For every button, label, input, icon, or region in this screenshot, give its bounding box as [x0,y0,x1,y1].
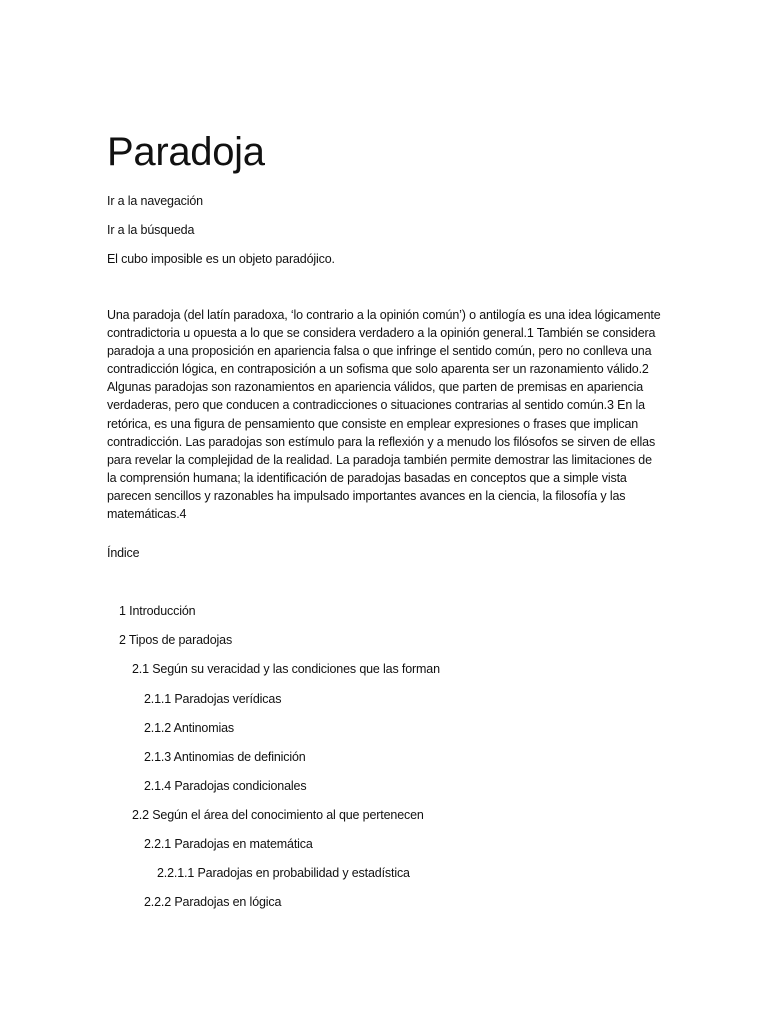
toc-item-tipos-de-paradojas[interactable]: 2 Tipos de paradojas [119,633,233,647]
toc-item-antinomias[interactable]: 2.1.2 Antinomias [144,721,235,735]
toc-item-introduccion[interactable]: 1 Introducción [119,604,196,618]
toc-item-paradojas-veridicas[interactable]: 2.1.1 Paradojas verídicas [144,692,282,706]
toc-item-paradojas-en-logica[interactable]: 2.2.2 Paradojas en lógica [144,895,282,909]
toc-item-paradojas-en-matematica[interactable]: 2.2.1 Paradojas en matemática [144,837,313,851]
skip-to-search-link[interactable]: Ir a la búsqueda [107,223,195,237]
toc-item-segun-su-veracidad[interactable]: 2.1 Según su veracidad y las condiciones que las forman [132,662,440,676]
toc-item-paradojas-condicionales[interactable]: 2.1.4 Paradojas condicionales [144,779,307,793]
toc-item-paradojas-probabilidad-estadistica[interactable]: 2.2.1.1 Paradojas en probabilidad y estadística [157,866,410,880]
skip-to-navigation-link[interactable]: Ir a la navegación [107,194,203,208]
toc-item-segun-el-area[interactable]: 2.2 Según el área del conocimiento al que pertenecen [132,808,424,822]
toc-heading: Índice [107,546,140,560]
page-title: Paradoja [107,130,265,174]
image-caption: El cubo imposible es un objeto paradójico. [107,252,335,266]
intro-paragraph: Una paradoja (del latín paradoxa, ‘lo contrario a la opinión común’) o antilogía es una idea lógicamente contradictoria u opuesta a lo que se considera verdadero a la opinión general.1 También se considera paradoja a una proposición en apariencia falsa o que infringe el sentido común, pero no conlleva una contradicción lógica, en contraposición a un sofisma que solo aparenta ser un razonamiento válido.2 Algunas paradojas son razonamientos en apariencia válidos, que parten de premisas en apariencia verdaderas, pero que conducen a contradicciones o situaciones contrarias al sentido común.3 En la retórica, es una figura de pensamiento que consiste en emplear expresiones o frases que implican contradicción. Las paradojas son estímulo para la reflexión y a menudo los filósofos se sirven de ellas para revelar la complejidad de la realidad. La paradoja también permite demostrar las limitaciones de la comprensión humana; la identificación de paradojas basadas en conceptos que a simple vista parecen sencillos y razonables ha impulsado importantes avances en la ciencia, la filosofía y las matemáticas.4 [107,308,661,522]
toc-item-antinomias-de-definicion[interactable]: 2.1.3 Antinomias de definición [144,750,306,764]
